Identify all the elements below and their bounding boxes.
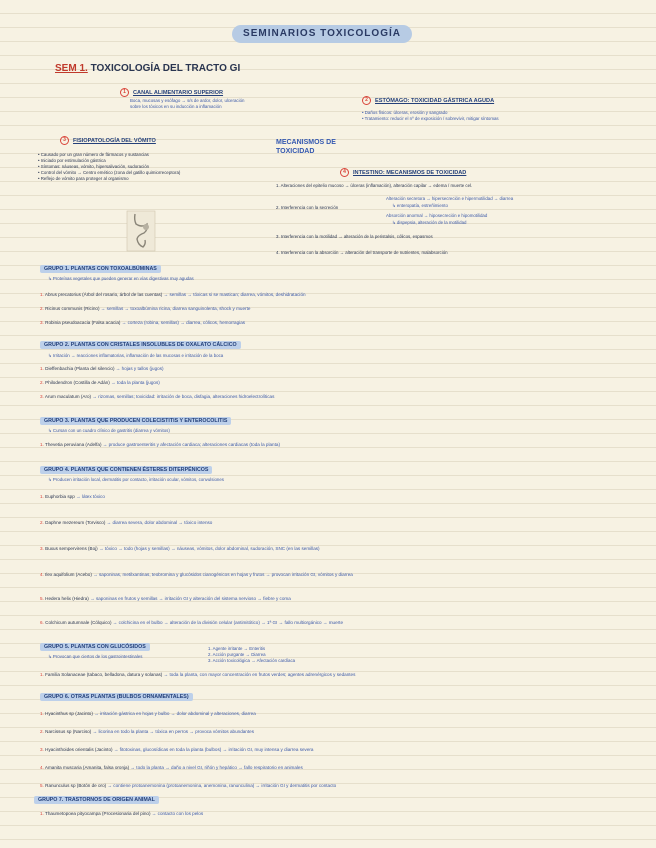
section-2-notes [362, 110, 499, 122]
group-5-aside-line: 1. Agente irritante → Enteritis [208, 646, 266, 651]
group-5-aside-line: 3. Acción toxicológica → Afectación cardíaca [208, 658, 296, 663]
section-2-number: 2 [362, 96, 371, 105]
section-4-number: 4 [340, 168, 349, 177]
group-2-item: 1. Dieffenbachia (Planta del silencio) → hojas y tallos (jugos) [40, 366, 164, 371]
group-3-subtitle: ↳ Cursan con un cuadro clínico de gastritis (diarrea y vómitos) [48, 428, 170, 433]
group-4-item: 2. Daphne mezereum (Torvisco) → diarrea severa, dolor abdominal → tóxico intenso [40, 520, 213, 525]
group-4-item: 3. Buxus sempervirens (Boj) → tóxico → todo (hojas y semillas) → náuseas, vómitos, dolor abdominal, sudoración, SNC (en las semillas) [40, 546, 320, 551]
section-1-line: Boca, mucosas y esófago → s/s de ardor, dolor, ulceración [130, 98, 245, 103]
group-5-heading: GRUPO 5. PLANTAS CON GLUCÓSIDOS [40, 644, 150, 650]
section-3-line: • Control del vómito → Centro emético (zona del gatillo quimiorreceptora) [38, 170, 181, 175]
group-6-item: 5. Ranunculus sp (Botón de oro) → contiene protoanemonina (protoanemonina, anemonina, ranunculina) → irritación GI y dermatitis por contacto [40, 783, 337, 788]
group-6-item: 2. Narcissus sp (Narciso) → licorina en todo la planta → tóxica en perros → provoca vómitos abundantes [40, 729, 254, 734]
group-4-item: 1. Euphorbia spp → látex tóxico [40, 494, 105, 499]
group-2-item: 2. Philodendron (Costilla de Adán) → toda la planta (jugos) [40, 380, 160, 385]
section-3-line: • Síntomas: náuseas, vómito, hipersalivación, sudoración [38, 164, 150, 169]
section-2-title: ESTÓMAGO: TOXICIDAD GÁSTRICA AGUDA [375, 97, 495, 104]
group-2-subtitle: ↳ Irritación → reacciones inflamatorias, inflamación de las mucosas e irritación de la boca [48, 353, 224, 358]
group-2-heading: GRUPO 2. PLANTAS CON CRISTALES INSOLUBLES DE OXALATO CÁLCICO [40, 342, 241, 348]
group-5-subtitle: ↳ Provocan que ciertos de los gastrointestinales [48, 654, 143, 659]
section-3-number: 3 [60, 136, 69, 145]
section-3-line: • Reflejo de vómito para proteger al organismo [38, 176, 129, 181]
section-1-notes [130, 98, 244, 110]
group-6-item: 3. Hyacinthoides orientalis (Jacinto) → fitotoxinas, glucosídicas en toda la planta (bulbos) → irritación GI, muy intensa y diarrea severa [40, 747, 314, 752]
group-4-heading: GRUPO 4. PLANTAS QUE CONTIENEN ÉSTERES DITERPÉNICOS [40, 467, 212, 473]
group-3-heading: GRUPO 3. PLANTAS QUE PRODUCEN COLECISTITIS Y ENTEROCOLITIS [40, 418, 231, 424]
section-4-item: 2. Interferencia con la secreción [276, 205, 339, 210]
group-4-item: 5. Hedera helix (Hiedra) → saponinas en frutos y semillas → irritación GI y alteración del sistema nervioso → fiebre y coma [40, 596, 291, 601]
group-6-item: 4. Amanita muscaria (Amanita, falsa oronja) → todo la planta → daño a nivel GI, riñón y hepático → fallo respiratorio en animales [40, 765, 303, 770]
group-2-item: 3. Arum maculatum (Aro) → rizomas, semillas; toxicidad: irritación de boca, disfagia, alteraciones hidroelectrolíticas [40, 394, 275, 399]
section-2-line: • Tratamiento: reducir el nº de exposición / sobrevivir, mitigar síntomas [362, 116, 499, 121]
section-4-subitem: ↳ enteropatía, estreñimiento [392, 203, 448, 208]
group-1-item: 1. Abrus precatorius (Árbol del rosario, árbol de las cuentas) → semillas → tóxicas si se mastican; diarrea, vómitos, deshidratación [40, 292, 306, 297]
group-4-item: 4. Ilex aquifolium (Acebo) → saponinas, metilxantinas, teobromina y glucósidos cianogénicos en hojas y frutos → provocan irritación GI, vómitos y diarrea [40, 572, 353, 577]
page-title: SEMINARIOS TOXICOLOGÍA [232, 25, 412, 43]
group-7-heading: GRUPO 7. TRASTORNOS DE ORIGEN ANIMAL [34, 797, 159, 803]
section-2-line: • Daños físicos: úlceras, erosión y sangrado [362, 110, 448, 115]
section-1-heading [120, 88, 223, 97]
section-4-item: 1. Alteraciones del epitelio mucoso → úlceras (inflamación), alteración capilar → edema / muerte cel. [276, 183, 473, 188]
seminar-title: TOXICOLOGÍA DEL TRACTO GI [90, 63, 241, 74]
seminar-label: SEM 1. [55, 63, 88, 74]
group-5-aside-line: 2. Acción purgante → Diarrea [208, 652, 266, 657]
mechanisms-title: MECANISMOS DE TOXICIDAD [276, 139, 336, 155]
section-4-subitem: Alteración secretora → hipersecreción e hipermotilidad → diarrea [386, 196, 514, 201]
section-4-subitem: Absorción anormal → hiposecreción e hipomotilidad [386, 213, 488, 218]
section-4-item: 3. Interferencia con la motilidad → alteración de la peristalsis, cólicos, espasmos [276, 234, 433, 239]
drawing-frame [127, 211, 155, 251]
stomach-shape [143, 224, 149, 230]
seminar-heading [55, 63, 240, 74]
section-1-number: 1 [120, 88, 129, 97]
section-3-line: • Causado por un gran número de fármacos y sustancias [38, 152, 149, 157]
group-1-item: 2. Ricinus communis (Ricino) → semillas → toxoalbúmina ricina, diarrea sanguinolenta, shock y muerte [40, 306, 251, 311]
section-2-heading [362, 96, 494, 105]
group-1-heading: GRUPO 1. PLANTAS CON TOXOALBÚMINAS [40, 266, 161, 272]
group-7-item: 1. Thaumetopoea pityocampa (Procesionaria del pino) → contacto con los pelos [40, 811, 204, 816]
section-1-line: sobre los tóxicos en su inducción a inflamación [130, 104, 222, 109]
section-3-title: FISIOPATOLOGÍA DEL VÓMITO [73, 137, 156, 144]
group-1-subtitle: ↳ Proteínas vegetales que pueden generar en vías digestivas muy agudas [48, 276, 194, 281]
group-6-item: 1. Hyacinthus sp (Jacinto) → irritación gástrica en hojas y bulbo → dolor abdominal y alteraciones, diarrea [40, 711, 256, 716]
section-3-notes [38, 152, 180, 182]
section-3-line: • Iniciado por estimulación gástrica [38, 158, 106, 163]
group-5-aside [208, 646, 295, 664]
section-3-heading [60, 136, 156, 145]
group-1-item: 3. Robinia pseudoacacia (Falsa acacia) → corteza (robina, semillas) → diarrea, cólicos, hemorragias [40, 320, 246, 325]
section-4-item: 4. Interferencia con la absorción → alteración del transporte de nutrientes, malabsorción [276, 250, 448, 255]
section-4-heading [340, 168, 466, 177]
group-5-item: 1. Familia Solanaceae (tabaco, belladona, datura y solanas) → toda la planta, con mayor concentración en frutos verdes; agentes adrenérgicos y sedantes [40, 672, 356, 677]
section-4-subitem: ↳ dispepsia, alteración de la motilidad [392, 220, 467, 225]
digestive-tract-drawing [126, 210, 156, 252]
section-4-title: INTESTINO: MECANISMOS DE TOXICIDAD [353, 169, 467, 176]
group-6-heading: GRUPO 6. OTRAS PLANTAS (BULBOS ORNAMENTALES) [40, 694, 193, 700]
group-3-item: 1. Thevetia peruviana (Adelfa) → produce gastroenteritis y afectación cardiaca; alteraciones cardiacas (toda la planta) [40, 442, 280, 447]
section-1-title: CANAL ALIMENTARIO SUPERIOR [133, 89, 224, 96]
group-4-subtitle: ↳ Producen irritación local, dermatitis por contacto, irritación ocular, vómitos, convulsiones [48, 477, 224, 482]
group-4-item: 6. Colchicum autumnale (Cólquico) → colchicina en el bulbo → alteración de la división celular (antimitótico) → 1ª GI → fallo multiorgánico → muerte [40, 620, 344, 625]
